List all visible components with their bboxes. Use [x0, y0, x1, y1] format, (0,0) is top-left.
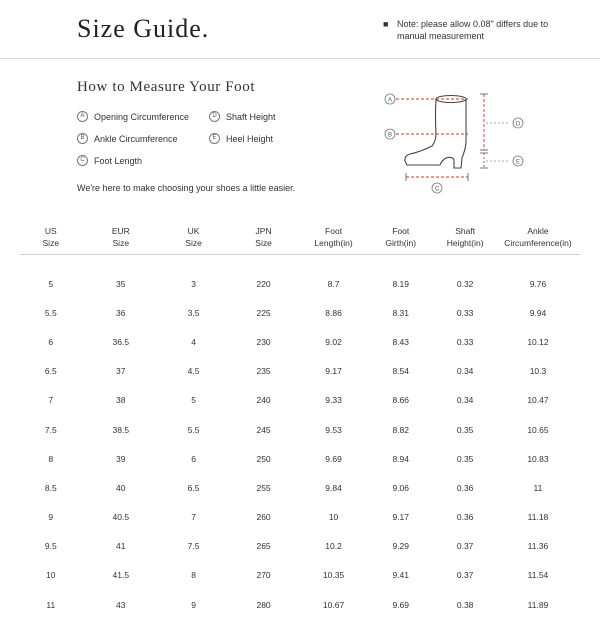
- table-cell: 10.35: [300, 561, 367, 590]
- table-cell: 6.5: [20, 357, 82, 386]
- table-cell: 8.31: [367, 298, 434, 327]
- column-header: [20, 220, 82, 255]
- table-cell: 10: [20, 561, 82, 590]
- table-cell: 6.5: [160, 473, 227, 502]
- column-header-line: Size: [185, 238, 202, 248]
- table-cell: 7.5: [160, 532, 227, 561]
- table-cell: 41: [82, 532, 160, 561]
- column-header-line: EUR: [112, 226, 130, 236]
- table-cell: 9.53: [300, 415, 367, 444]
- table-cell: 270: [227, 561, 300, 590]
- letter-d-icon: D: [209, 111, 220, 122]
- table-cell: 9.41: [367, 561, 434, 590]
- boot-icon: [405, 96, 466, 169]
- label-e: E: [516, 160, 520, 166]
- column-header-line: Length(in): [314, 238, 352, 248]
- table-cell: 40: [82, 473, 160, 502]
- table-cell: 9: [160, 590, 227, 619]
- table-cell: 0.35: [434, 415, 496, 444]
- table-cell: 250: [227, 444, 300, 473]
- table-cell: 0.33: [434, 298, 496, 327]
- table-row: [20, 532, 580, 561]
- column-header-line: Shaft: [455, 226, 475, 236]
- table-cell: 0.36: [434, 503, 496, 532]
- table-cell: 8.5: [20, 473, 82, 502]
- table-cell: 8.7: [300, 255, 367, 299]
- measure-item-label: Opening Circumference: [94, 112, 189, 122]
- measure-item-heel-height: [209, 133, 273, 144]
- table-cell: 8.43: [367, 327, 434, 356]
- table-cell: 9.69: [367, 590, 434, 619]
- table-cell: 10.12: [496, 327, 580, 356]
- letter-a-icon: A: [77, 111, 88, 122]
- table-row: [20, 503, 580, 532]
- table-cell: 0.32: [434, 255, 496, 299]
- table-cell: 11.18: [496, 503, 580, 532]
- column-header: [300, 220, 367, 255]
- column-header: [434, 220, 496, 255]
- column-header: [496, 220, 580, 255]
- table-row: [20, 298, 580, 327]
- table-cell: 0.37: [434, 532, 496, 561]
- table-cell: 265: [227, 532, 300, 561]
- table-cell: 10.47: [496, 386, 580, 415]
- column-header-line: US: [45, 226, 57, 236]
- table-cell: 41.5: [82, 561, 160, 590]
- measure-item-opening: [77, 111, 189, 122]
- measurement-note: [383, 18, 567, 42]
- column-header: [367, 220, 434, 255]
- label-a: A: [388, 98, 392, 104]
- size-table: [20, 220, 580, 619]
- note-text: Note: please allow 0.08" differs due to manual measurement: [397, 18, 567, 42]
- table-cell: 235: [227, 357, 300, 386]
- table-row: [20, 327, 580, 356]
- table-header-row: [20, 220, 580, 255]
- measure-item-label: Ankle Circumference: [94, 134, 178, 144]
- column-header-line: Height(in): [447, 238, 484, 248]
- table-cell: 38: [82, 386, 160, 415]
- column-header-line: Size: [113, 238, 130, 248]
- table-cell: 7: [20, 386, 82, 415]
- table-cell: 10.2: [300, 532, 367, 561]
- boot-diagram: [380, 86, 540, 196]
- table-cell: 220: [227, 255, 300, 299]
- table-cell: 9.17: [367, 503, 434, 532]
- table-cell: 11: [496, 473, 580, 502]
- table-cell: 3.5: [160, 298, 227, 327]
- table-cell: 0.34: [434, 386, 496, 415]
- table-row: [20, 255, 580, 299]
- table-cell: 9.29: [367, 532, 434, 561]
- table-cell: 8: [160, 561, 227, 590]
- table-row: [20, 386, 580, 415]
- table-cell: 9.17: [300, 357, 367, 386]
- table-cell: 225: [227, 298, 300, 327]
- column-header-line: Circumference(in): [504, 238, 572, 248]
- table-cell: 8.86: [300, 298, 367, 327]
- table-cell: 9.33: [300, 386, 367, 415]
- column-header-line: UK: [188, 226, 200, 236]
- table-cell: 10.3: [496, 357, 580, 386]
- table-cell: 8.82: [367, 415, 434, 444]
- table-cell: 11.89: [496, 590, 580, 619]
- table-body: [20, 255, 580, 619]
- table-cell: 35: [82, 255, 160, 299]
- table-cell: 40.5: [82, 503, 160, 532]
- table-cell: 9: [20, 503, 82, 532]
- table-row: [20, 444, 580, 473]
- letter-b-icon: B: [77, 133, 88, 144]
- label-b: B: [388, 133, 392, 139]
- table-cell: 4.5: [160, 357, 227, 386]
- measure-item-ankle: [77, 133, 178, 144]
- table-row: [20, 357, 580, 386]
- measure-item-label: Foot Length: [94, 156, 142, 166]
- table-cell: 7: [160, 503, 227, 532]
- table-cell: 255: [227, 473, 300, 502]
- table-cell: 4: [160, 327, 227, 356]
- column-header-line: Girth(in): [385, 238, 416, 248]
- table-cell: 6: [160, 444, 227, 473]
- column-header: [227, 220, 300, 255]
- measure-item-label: Shaft Height: [226, 112, 276, 122]
- label-c: C: [435, 187, 440, 193]
- table-row: [20, 561, 580, 590]
- column-header: [160, 220, 227, 255]
- table-cell: 9.02: [300, 327, 367, 356]
- note-bullet-icon: ■: [383, 18, 388, 30]
- table-cell: 245: [227, 415, 300, 444]
- table-cell: 260: [227, 503, 300, 532]
- column-header-line: Size: [255, 238, 272, 248]
- table-cell: 39: [82, 444, 160, 473]
- table-cell: 0.38: [434, 590, 496, 619]
- table-cell: 5.5: [20, 298, 82, 327]
- table-cell: 0.35: [434, 444, 496, 473]
- column-header-line: Foot: [325, 226, 342, 236]
- table-cell: 6: [20, 327, 82, 356]
- table-cell: 9.5: [20, 532, 82, 561]
- table-cell: 8: [20, 444, 82, 473]
- table-cell: 9.94: [496, 298, 580, 327]
- header-divider: [0, 58, 600, 59]
- how-to-measure-title: How to Measure Your Foot: [77, 79, 255, 96]
- table-cell: 0.36: [434, 473, 496, 502]
- table-cell: 10.67: [300, 590, 367, 619]
- table-cell: 7.5: [20, 415, 82, 444]
- table-cell: 0.33: [434, 327, 496, 356]
- table-cell: 10: [300, 503, 367, 532]
- tagline: We're here to make choosing your shoes a little easier.: [77, 183, 295, 193]
- table-row: [20, 590, 580, 619]
- letter-e-icon: E: [209, 133, 220, 144]
- table-cell: 5.5: [160, 415, 227, 444]
- table-cell: 8.94: [367, 444, 434, 473]
- table-cell: 37: [82, 357, 160, 386]
- table-cell: 36.5: [82, 327, 160, 356]
- table-cell: 11.54: [496, 561, 580, 590]
- table-row: [20, 473, 580, 502]
- table-cell: 9.69: [300, 444, 367, 473]
- table-cell: 9.06: [367, 473, 434, 502]
- page-title: Size Guide.: [77, 14, 209, 44]
- table-cell: 5: [20, 255, 82, 299]
- column-header-line: Ankle: [527, 226, 548, 236]
- table-cell: 240: [227, 386, 300, 415]
- table-cell: 5: [160, 386, 227, 415]
- table-cell: 10.65: [496, 415, 580, 444]
- column-header-line: JPN: [256, 226, 272, 236]
- table-cell: 10.83: [496, 444, 580, 473]
- table-cell: 36: [82, 298, 160, 327]
- table-cell: 3: [160, 255, 227, 299]
- measure-item-label: Heel Height: [226, 134, 273, 144]
- label-d: D: [516, 122, 521, 128]
- table-cell: 9.76: [496, 255, 580, 299]
- table-cell: 38.5: [82, 415, 160, 444]
- letter-c-icon: C: [77, 155, 88, 166]
- table-cell: 11.36: [496, 532, 580, 561]
- table-cell: 8.19: [367, 255, 434, 299]
- table-row: [20, 415, 580, 444]
- measure-item-shaft-height: [209, 111, 276, 122]
- table-cell: 8.66: [367, 386, 434, 415]
- column-header-line: Size: [43, 238, 60, 248]
- column-header-line: Foot: [392, 226, 409, 236]
- measure-item-foot-length: [77, 155, 142, 166]
- table-cell: 280: [227, 590, 300, 619]
- table-cell: 9.84: [300, 473, 367, 502]
- column-header: [82, 220, 160, 255]
- table-cell: 43: [82, 590, 160, 619]
- table-cell: 0.34: [434, 357, 496, 386]
- table-cell: 8.54: [367, 357, 434, 386]
- table-cell: 0.37: [434, 561, 496, 590]
- table-cell: 230: [227, 327, 300, 356]
- table-cell: 11: [20, 590, 82, 619]
